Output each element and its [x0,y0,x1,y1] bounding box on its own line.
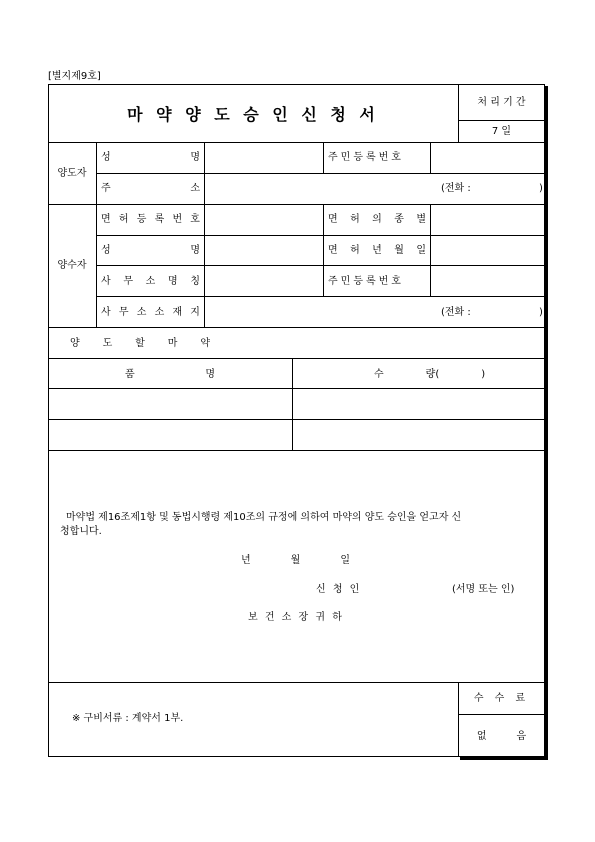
form-number: [별지제9호] [48,71,101,82]
drug-item-header: 품 명 [125,369,215,380]
declaration-line-2: 청합니다. [60,526,102,537]
signature-label: (서명 또는 인) [452,584,515,595]
drug-section-label: 양 도 할 마 약 [70,338,210,349]
transferor-rrn-field[interactable] [433,145,543,170]
processing-period-label: 처 리 기 간 [477,97,526,108]
drug-quantity-field-2[interactable] [296,422,542,447]
drug-quantity-field-1[interactable] [296,391,542,416]
transferee-phone-field[interactable] [478,299,536,324]
transferor-address-label: 주 소 [101,183,200,194]
drug-item-field-1[interactable] [52,391,289,416]
date-label: 년 월 일 [241,555,351,566]
documents-note: ※ 구비서류 : 계약서 1부. [72,713,184,724]
processing-period-value: 7 일 [491,126,512,137]
transferor-name-label: 성 명 [101,152,200,163]
transferor-phone-close: ) [539,183,543,194]
transferee-office-address-field[interactable] [208,299,433,324]
transferee-rrn-field[interactable] [433,268,543,293]
transferee-license-date-field[interactable] [433,238,543,263]
transferee-license-date-label: 면 허 년 월 일 [328,245,426,256]
transferee-phone-close: ) [539,307,543,318]
drug-quantity-header: 수 량( ) [374,369,486,380]
fee-value: 없 음 [476,731,527,742]
form-shadow-right [545,86,548,760]
transferee-license-no-field[interactable] [208,207,320,232]
drug-item-field-2[interactable] [52,422,289,447]
transferee-license-type-field[interactable] [433,207,543,232]
transferee-office-name-label: 사 무 소 명 칭 [101,276,200,287]
recipient-label: 보 건 소 장 귀 하 [248,612,344,623]
transferor-name-field[interactable] [208,145,320,170]
fee-label: 수 수 료 [473,693,530,704]
transferor-phone-field[interactable] [478,176,536,201]
form-title: 마 약 양 도 승 인 신 청 서 [127,105,379,124]
declaration-line-1: 마약법 제16조제1항 및 동법시행령 제10조의 규정에 의하여 마약의 양도 승인을 얻고자 신 [66,512,462,523]
transferee-phone-label: (전화 : [441,307,471,318]
transferee-office-address-label: 사 무 소 소 재 지 [101,307,200,318]
form-shadow-bottom [460,757,548,760]
transferee-office-name-field[interactable] [208,268,320,293]
transferee-name-field[interactable] [208,238,320,263]
transferor-rrn-label: 주민등록번호 [328,152,404,163]
transferee-rrn-label: 주민등록번호 [328,276,404,287]
transferor-phone-label: (전화 : [441,183,471,194]
transferor-address-field[interactable] [208,176,433,201]
applicant-signature-field[interactable] [362,580,447,598]
transferee-section-label: 양수자 [57,260,87,271]
applicant-label: 신 청 인 [316,584,362,595]
transferor-section-label: 양도자 [57,168,87,179]
transferee-license-no-label: 면 허 등 록 번 호 [101,214,200,225]
transferee-license-type-label: 면 허 의 종 별 [328,214,426,225]
transferee-name-label: 성 명 [101,245,200,256]
